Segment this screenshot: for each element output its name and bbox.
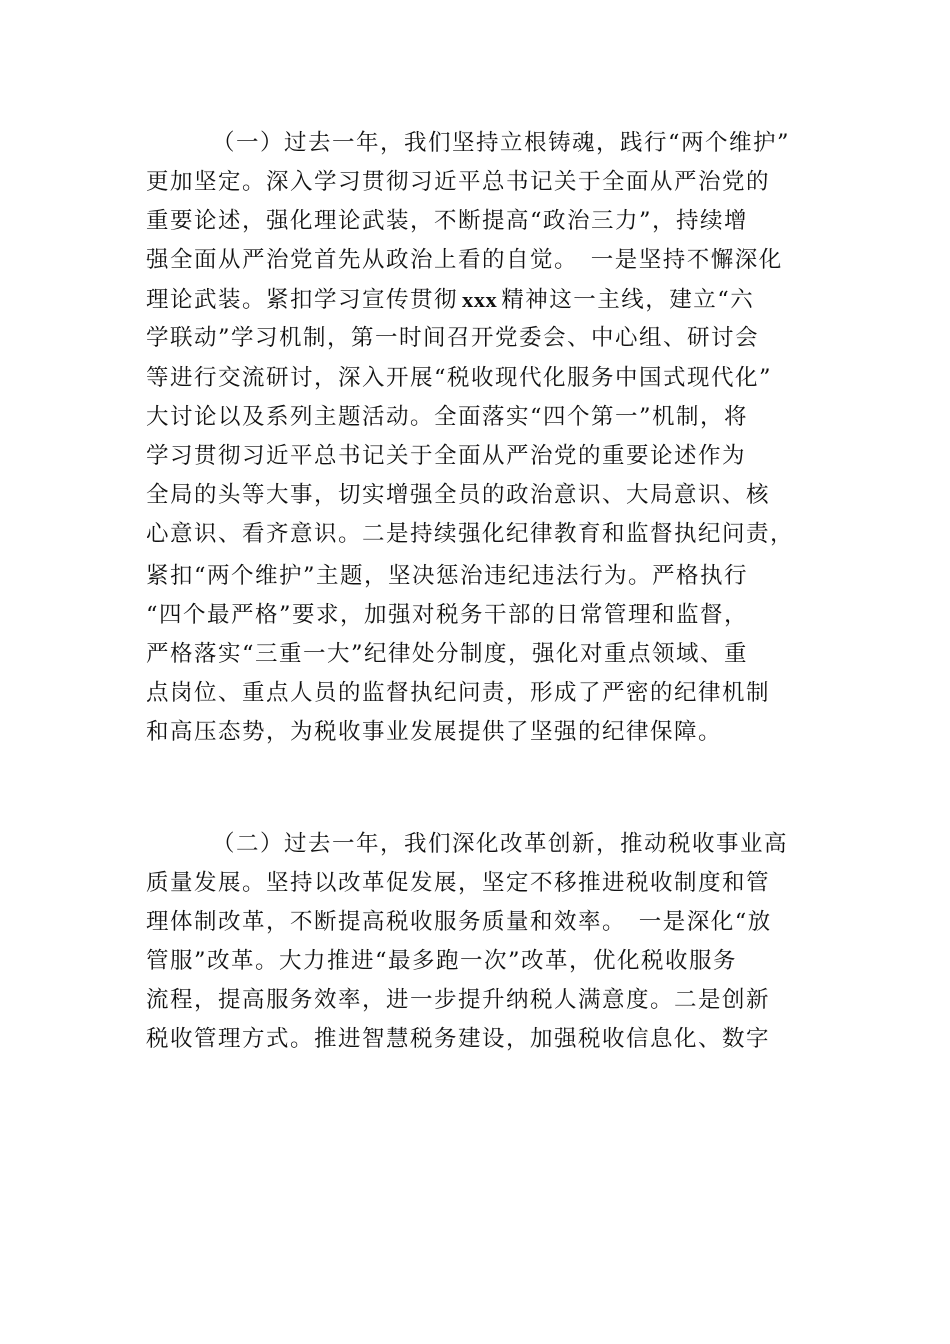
text-line: 更加坚定。深入学习贯彻习近平总书记关于全面从严治党的 — [146, 169, 771, 196]
text-line: 质量发展。坚持以改革促发展，坚定不移推进税收制度和管 — [146, 870, 771, 897]
text-line: 严格落实“三重一大”纪律处分制度，强化对重点领域、重 — [146, 641, 749, 668]
text-line: 大讨论以及系列主题活动。全面落实“四个第一”机制，将 — [146, 403, 749, 430]
text-line: 点岗位、重点人员的监督执纪问责，形成了严密的纪律机制 — [146, 680, 771, 707]
text-line: 全局的头等大事，切实增强全员的政治意识、大局意识、核 — [146, 481, 771, 508]
text-line: 学联动”学习机制，第一时间召开党委会、中心组、研讨会 — [146, 325, 760, 352]
placeholder-term: xxx — [462, 287, 498, 313]
text-line: 和高压态势，为税收事业发展提供了坚强的纪律保障。 — [146, 719, 723, 746]
text-line: 理体制改革，不断提高税收服务质量和效率。 一是深化“放 — [146, 909, 772, 936]
text-line: 重要论述，强化理论武装，不断提高“政治三力”，持续增 — [146, 208, 749, 235]
text-line: （二）过去一年，我们深化改革创新，推动税收事业高 — [212, 831, 789, 857]
text-line: 流程，提高服务效率，进一步提升纳税人满意度。二是创新 — [146, 987, 771, 1014]
text-line: 税收管理方式。推进智慧税务建设，加强税收信息化、数字 — [146, 1026, 771, 1053]
text-line: （一）过去一年，我们坚持立根铸魂，践行“两个维护” — [212, 130, 791, 156]
text-line: 强全面从严治党首先从政治上看的自觉。 一是坚持不懈深化 — [146, 247, 783, 274]
text-line: 心意识、看齐意识。二是持续强化纪律教育和监督执纪问责， — [146, 520, 795, 547]
text-line: 学习贯彻习近平总书记关于全面从严治党的重要论述作为 — [146, 442, 747, 469]
paragraph-1 — [146, 124, 816, 753]
text-line: 等进行交流研讨，深入开展“税收现代化服务中国式现代化” — [146, 364, 773, 391]
text-line: “四个最严格”要求，加强对税务干部的日常管理和监督， — [146, 602, 749, 629]
text-segment: 理论武装。紧扣学习宣传贯彻 — [146, 287, 459, 314]
text-line: 管服”改革。大力推进“最多跑一次”改革，优化税收服务 — [146, 948, 738, 975]
paragraph-2 — [146, 825, 816, 1060]
text-segment: 精神这一主线，建立“六 — [501, 287, 755, 314]
text-line — [146, 280, 816, 319]
text-line: 紧扣“两个维护”主题，坚决惩治违纪违法行为。严格执行 — [146, 563, 749, 590]
